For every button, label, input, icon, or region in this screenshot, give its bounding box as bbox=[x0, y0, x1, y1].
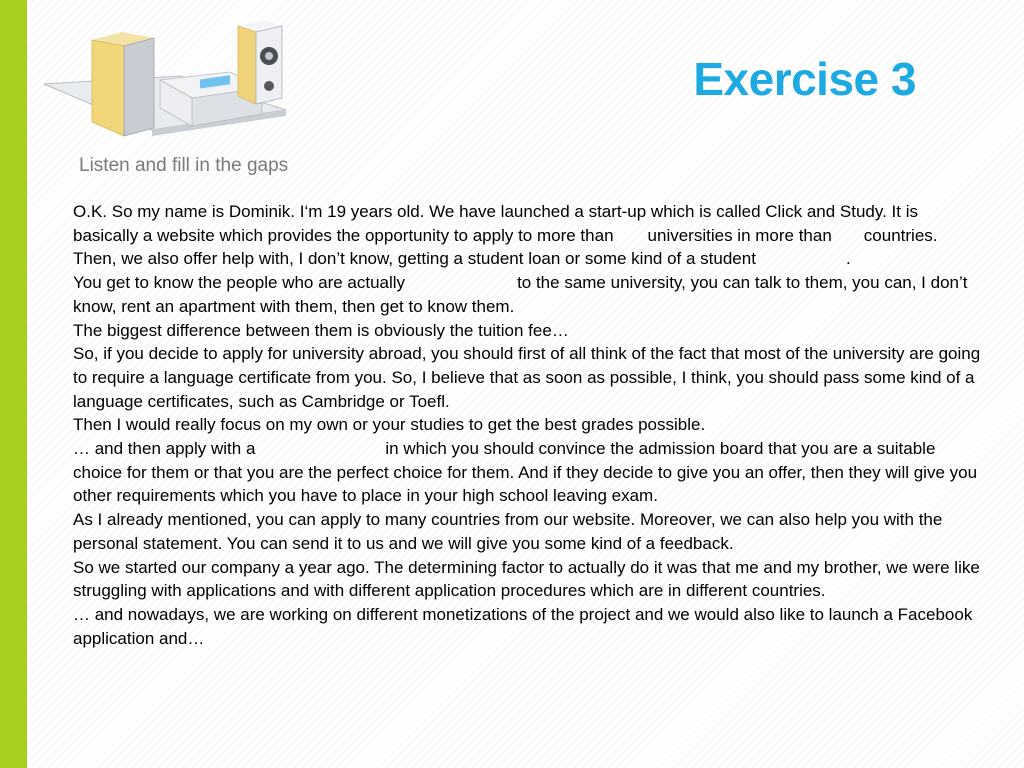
paragraph-8: As I already mentioned, you can apply to many countries from our website. Moreover, we can also help you with the personal statement. You can send it to us and we will give you some kind of a feedback. bbox=[73, 510, 943, 553]
slide-title: Exercise 3 bbox=[693, 53, 916, 105]
paragraph-9: So we started our company a year ago. The determining factor to actually do it was that me and my brother, we were like struggling with applications and with different application procedures which are in different countries. bbox=[73, 557, 980, 601]
paragraph-4: The biggest difference between them is obviously the tuition fee… bbox=[73, 320, 569, 340]
paragraph-2 bbox=[73, 247, 985, 271]
instruction-subtitle: Listen and fill in the gaps bbox=[79, 155, 289, 176]
text-segment: Then, we also offer help with, I don’t know, getting a student loan or some kind of a student bbox=[73, 249, 756, 269]
paragraph-7 bbox=[73, 437, 985, 508]
paragraph-10: … and nowadays, we are working on different monetizations of the project and we would also like to launch a Facebook application and… bbox=[73, 604, 973, 648]
paragraph-1 bbox=[73, 200, 985, 247]
text-segment: . bbox=[845, 249, 851, 269]
text-segment: You get to know the people who are actually bbox=[73, 273, 406, 293]
text-segment: in which you should convince the admission board that you are a suitable choice for them or that you are the perfect choice for them. And if they decide to give you an offer, then they will give you other requirements which you have to place in your high school leaving exam. bbox=[73, 439, 978, 506]
stereo-system-icon bbox=[40, 18, 290, 148]
text-segment: universities in more than bbox=[647, 225, 832, 245]
transcript-text bbox=[73, 200, 985, 650]
text-segment: O.K. So my name is Dominik. I‘m 19 years old. We have launched a start-up which is called Click and Study. It is basically a website which provides the opportunity to apply to more than bbox=[73, 202, 919, 245]
text-segment: … and then apply with a bbox=[73, 439, 256, 459]
text-segment: to the same university, you can talk to them, you can, I don’t know, rent an apartment with them, then get to know them. bbox=[73, 273, 968, 316]
accent-bar bbox=[0, 0, 27, 768]
paragraph-6: Then I would really focus on my own or your studies to get the best grades possible. bbox=[73, 415, 706, 435]
paragraph-5: So, if you decide to apply for university abroad, you should first of all think of the fact that most of the university are going to require a language certificate from you. So, I believe that as soon as possible, I think, you should pass some kind of a language certificates, such as Cambridge or Toefl. bbox=[73, 344, 981, 411]
text-segment: countries. bbox=[863, 225, 938, 245]
paragraph-3 bbox=[73, 271, 985, 318]
